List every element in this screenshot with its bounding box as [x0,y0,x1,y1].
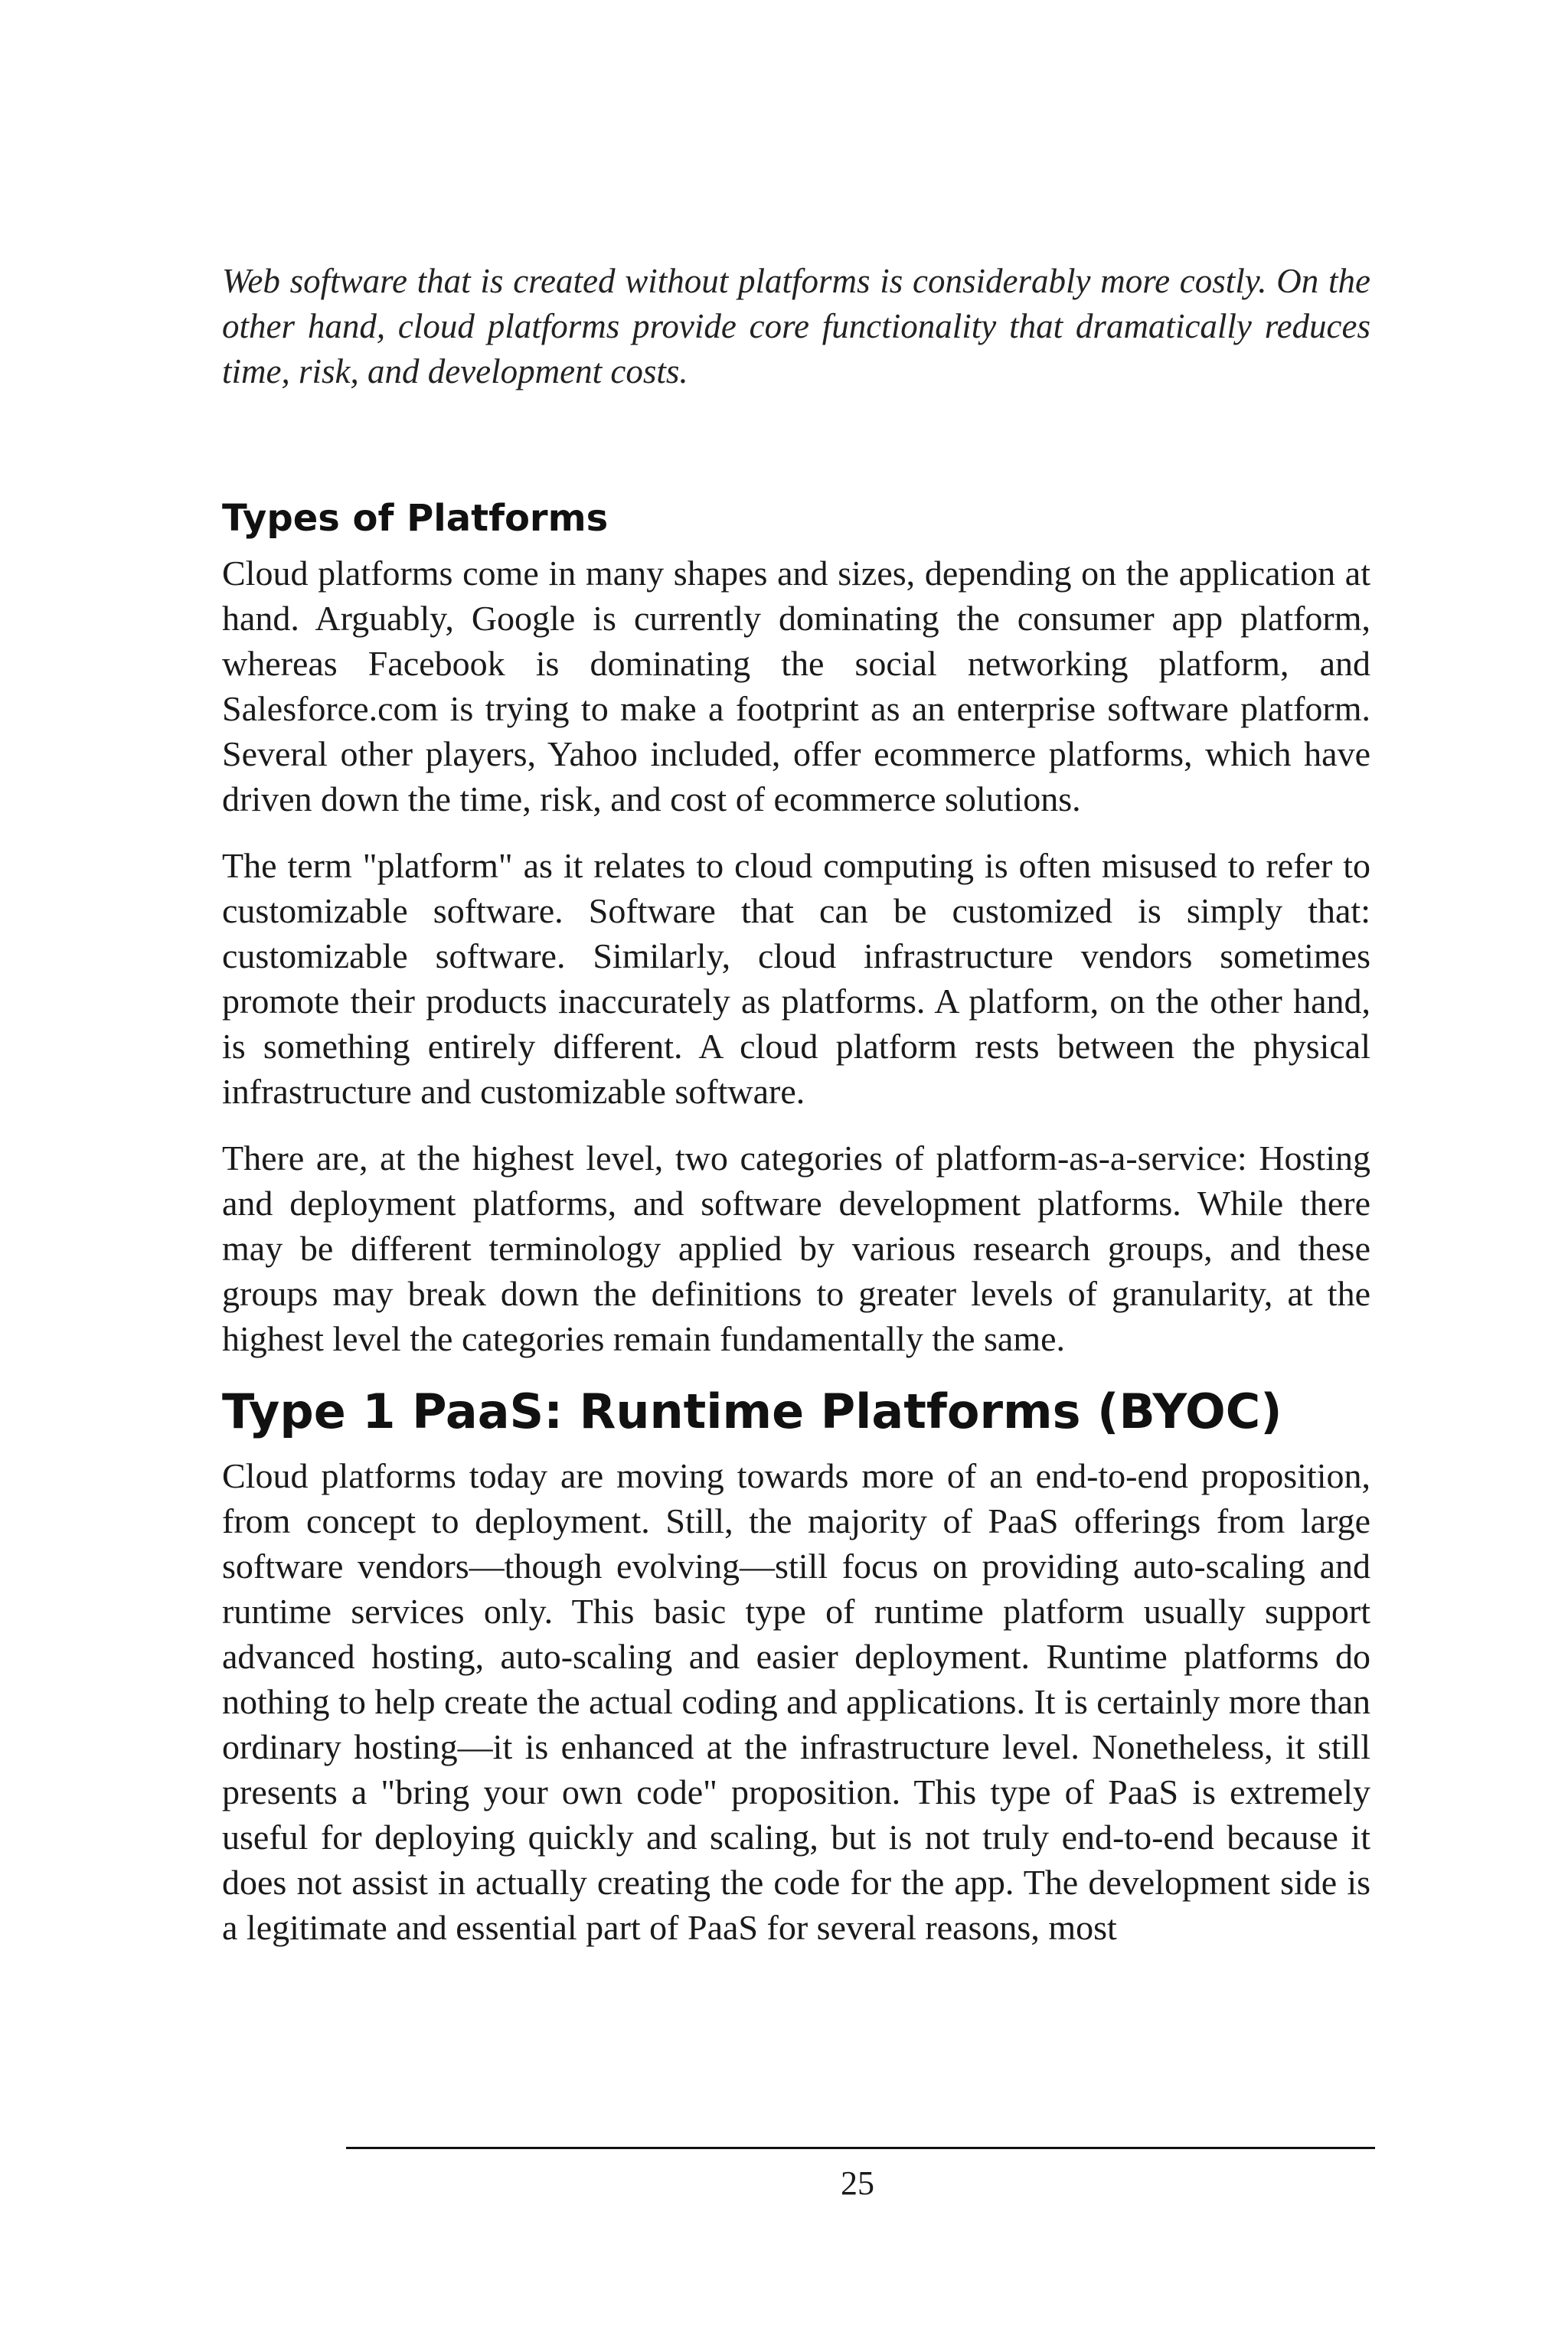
intro-paragraph: Web software that is created without platforms is considerably more costly. On the other hand, cloud platforms provide core functionality that dramatically reduces time, risk, and development costs. [222,262,1370,390]
body-paragraph: The term "platform" as it relates to cloud computing is often misused to refer to customizable software. Software that can be customized is simply that: customizable software. Similarly, cloud infrastructure vendors sometimes promote their products inaccurately as platforms. A platform, on the other hand, is something entirely different. A cloud platform rests between the physical infrastructure and customizable software. [222,846,1370,1111]
footer-rule [346,2147,1375,2149]
body-paragraph-final: Cloud platforms today are moving towards more of an end-to-end proposition, from concept to deployment. Still, the majority of PaaS offerings from large software vendors—though evolving—still focus on providing auto-scaling and runtime services only. This basic type of runtime platform usually support advanced hosting, auto-scaling and easier deployment. Runtime platforms do nothing to help create the actual coding and applications. It is certainly more than ordinary hosting—it is enhanced at the infrastructure level. Nonetheless, it still presents a "bring your own code" proposition. This type of PaaS is extremely useful for deploying quickly and scaling, but is not truly end-to-end because it does not assist in actually creating the code for the app. The development side is a legitimate and essential part of PaaS for several reasons, most [222,1456,1370,1947]
page-number: 25 [841,2164,874,2202]
section-heading: Types of Platforms [222,497,609,540]
body-paragraph: There are, at the highest level, two categories of platform-as-a-service: Hosting and deployment platforms, and software development platforms. While there may be different terminology applied by various research groups, and these groups may break down the definitions to greater levels of granularity, at the highest level the categories remain fundamentally the same. [222,1138,1370,1358]
page-content [222,259,1370,1971]
major-heading: Type 1 PaaS: Runtime Platforms (BYOC) [222,1383,1282,1439]
body-paragraph: Cloud platforms come in many shapes and sizes, depending on the application at hand. Arguably, Google is currently dominating the consumer app platform, whereas Facebook is dominating the social networking platform, and Salesforce.com is trying to make a footprint as an enterprise software platform. Several other players, Yahoo included, offer ecommerce platforms, which have driven down the time, risk, and cost of ecommerce solutions. [222,554,1370,818]
